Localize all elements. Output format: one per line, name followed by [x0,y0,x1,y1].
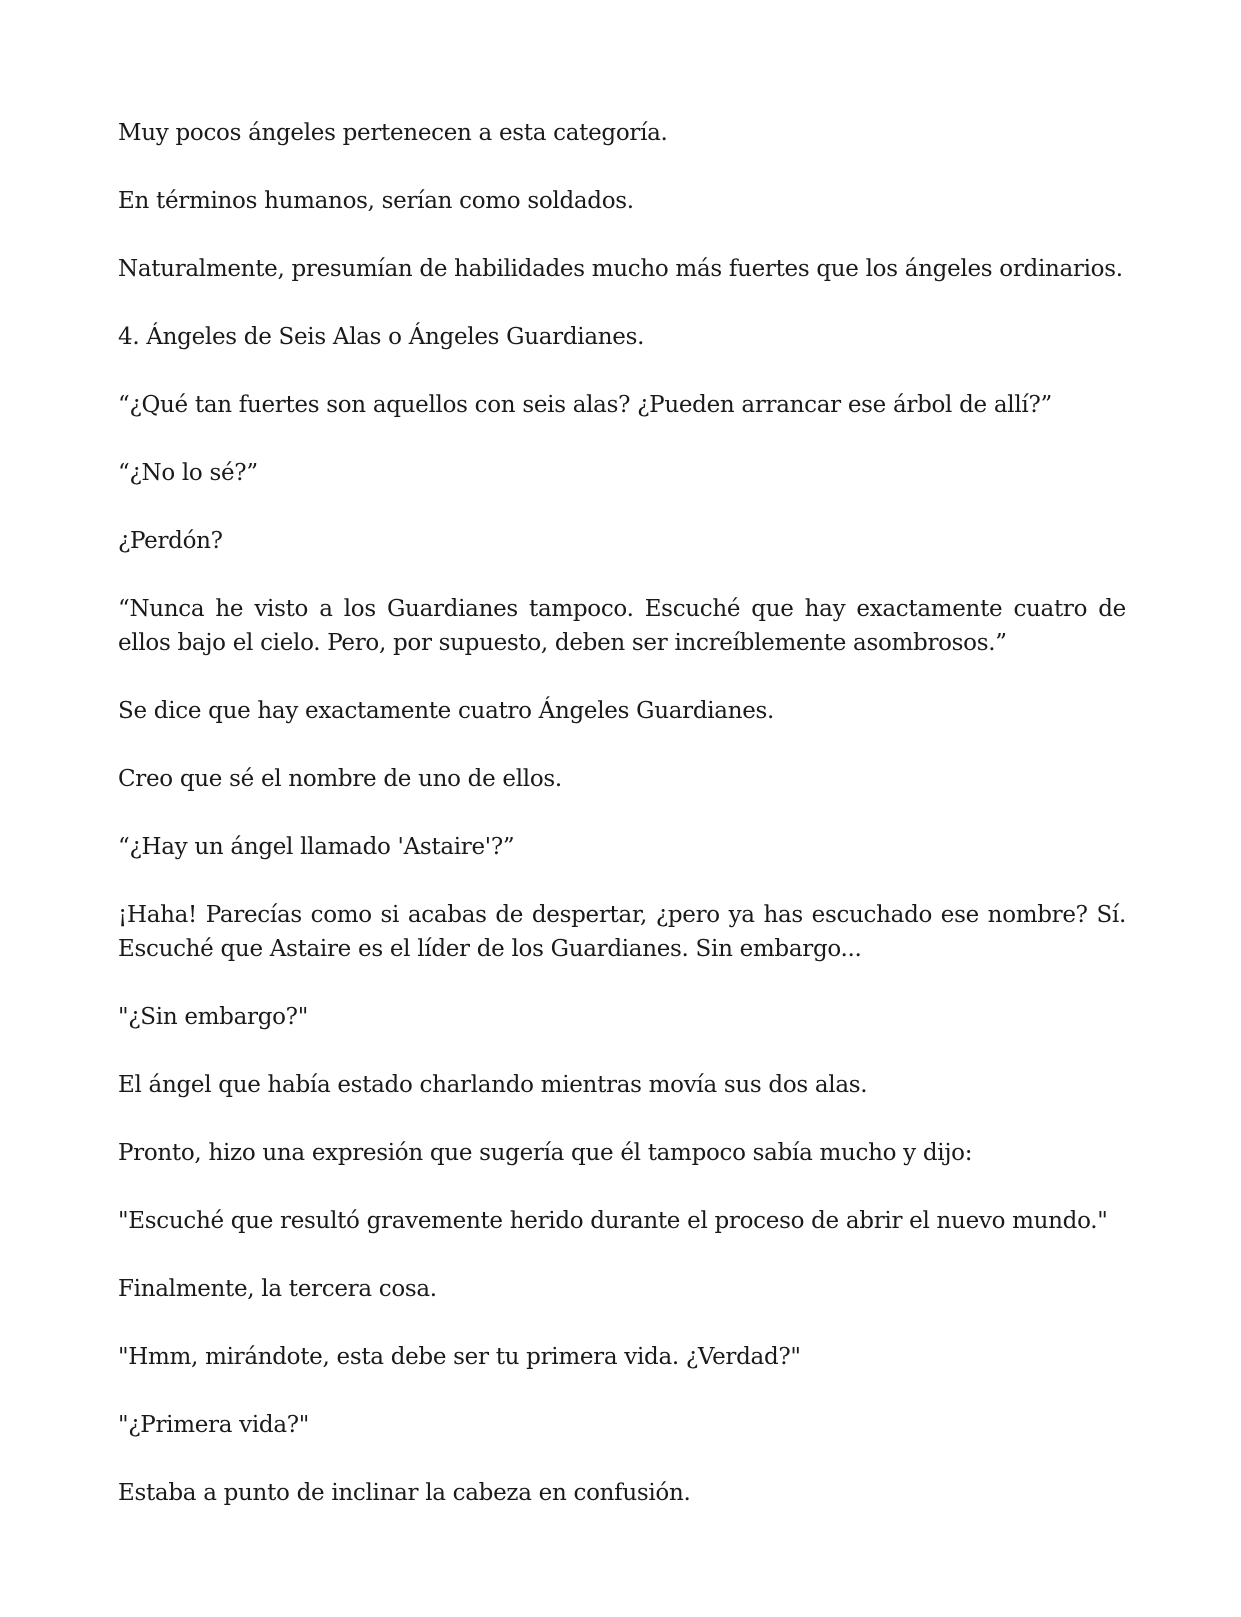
paragraph: "¿Primera vida?" [118,1412,310,1438]
paragraph: “¿Qué tan fuertes son aquellos con seis alas? ¿Pueden arrancar ese árbol de allí?” [118,392,1052,418]
paragraph: “¿No lo sé?” [118,460,258,486]
paragraph: "Escuché que resultó gravemente herido durante el proceso de abrir el nuevo mundo." [118,1208,1108,1234]
paragraph: "Hmm, mirándote, esta debe ser tu primera vida. ¿Verdad?" [118,1344,801,1370]
paragraph: En términos humanos, serían como soldados. [118,188,634,214]
paragraph: Creo que sé el nombre de uno de ellos. [118,766,562,792]
paragraph: ¿Perdón? [118,528,223,554]
paragraph: “Nunca he visto a los Guardianes tampoco. Escuché que hay exactamente cuatro de ellos bajo el cielo. Pero, por supuesto, deben ser increíblemente asombrosos.” [118,596,1126,656]
document-page [118,116,1126,1544]
paragraph: Naturalmente, presumían de habilidades mucho más fuertes que los ángeles ordinarios. [118,256,1123,282]
paragraph: “¿Hay un ángel llamado 'Astaire'?” [118,834,515,860]
paragraph: ¡Haha! Parecías como si acabas de despertar, ¿pero ya has escuchado ese nombre? Sí. Escuché que Astaire es el líder de los Guardianes. Sin embargo... [118,902,1126,962]
paragraph: Muy pocos ángeles pertenecen a esta categoría. [118,120,668,146]
paragraph: Estaba a punto de inclinar la cabeza en confusión. [118,1480,691,1506]
paragraph: 4. Ángeles de Seis Alas o Ángeles Guardianes. [118,324,645,350]
paragraph: Se dice que hay exactamente cuatro Ángeles Guardianes. [118,698,775,724]
paragraph: Pronto, hizo una expresión que sugería que él tampoco sabía mucho y dijo: [118,1140,973,1166]
paragraph: El ángel que había estado charlando mientras movía sus dos alas. [118,1072,868,1098]
paragraph: "¿Sin embargo?" [118,1004,308,1030]
paragraph: Finalmente, la tercera cosa. [118,1276,437,1302]
